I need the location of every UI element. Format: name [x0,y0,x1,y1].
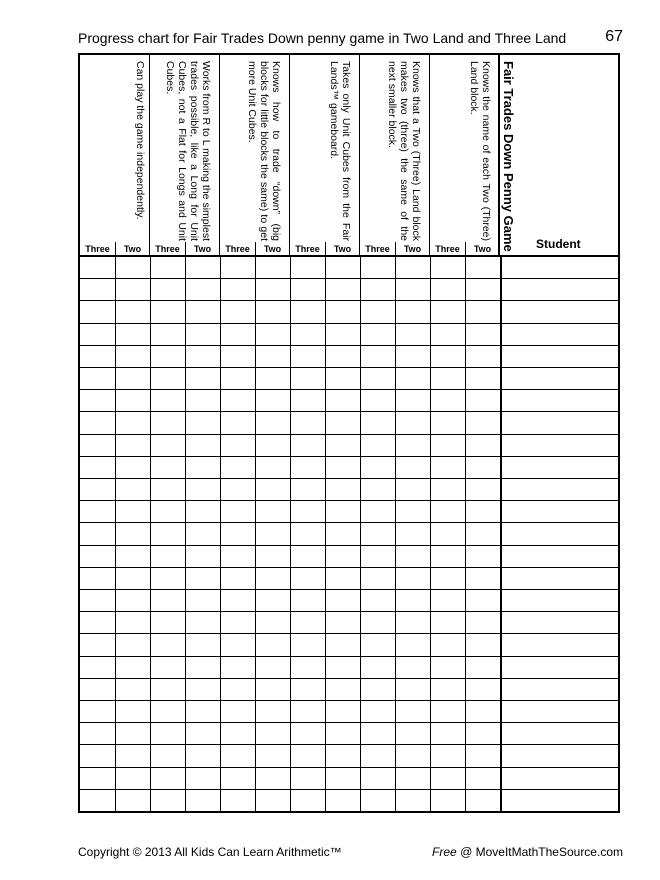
table-row [80,589,618,590]
grid-column-line [465,256,466,811]
table-row [80,278,618,279]
table-row [80,767,618,768]
sub-header-two: Two [263,244,282,254]
table-row [80,434,618,435]
grid-column-line [395,256,396,811]
table-row [80,389,618,390]
table-row [80,300,618,301]
page-header [78,28,623,50]
table-row [80,611,618,612]
skill-label: Can play the game independently. [134,61,146,220]
sub-header-divider [115,242,116,256]
sub-header-three: Three [435,244,460,254]
skill-column-unit-cubes [290,55,360,256]
table-row [80,789,618,790]
game-title: Fair Trades Down Penny Game [501,61,516,252]
grid-column-line [255,256,256,811]
table-row [80,411,618,412]
sub-header-divider [465,242,466,256]
grid-column-line [325,256,326,811]
sub-header-two: Two [193,244,212,254]
table-row [80,456,618,457]
sub-header-three: Three [85,244,110,254]
sub-header-three: Three [295,244,320,254]
sub-header-two: Two [123,244,142,254]
student-column-header [500,55,618,256]
grid-column-line [185,256,186,811]
progress-chart [78,53,620,813]
sub-header-three: Three [155,244,180,254]
grid-column-line [360,256,361,811]
table-row [80,345,618,346]
skill-label: Knows that a Two (Three) Land block makes two (three) the same of the next smaller block. [386,61,422,241]
grid-column-line [430,256,431,811]
grid-column-line [220,256,221,811]
sub-header-three: Three [225,244,250,254]
page-number: 67 [605,28,623,45]
sub-header-divider [395,242,396,256]
skill-label: Works from R to L making the simplest trades possible, like a Long for Unit Cubes, not a Flat for Longs and Unit Cubes. [164,61,212,241]
table-row [80,545,618,546]
student-label: Student [536,237,581,251]
table-row [80,323,618,324]
table-row [80,500,618,501]
table-row [80,522,618,523]
skill-label: Knows the name of each Two (Three) Land block. [468,61,492,241]
sub-header-three: Three [365,244,390,254]
site-credit [432,845,623,859]
sub-header-divider [255,242,256,256]
table-row [80,633,618,634]
table-row [80,744,618,745]
sub-header-divider [325,242,326,256]
page-footer [78,845,623,861]
skill-label: Knows how to trade “down” (big blocks for little blocks the same) to get more Unit Cubes. [246,61,282,241]
table-row [80,478,618,479]
page-title: Progress chart for Fair Trades Down penny game in Two Land and Three Land [78,30,567,46]
table-row [80,678,618,679]
sub-header-two: Two [403,244,422,254]
table-row [80,656,618,657]
table-row [80,567,618,568]
table-row [80,367,618,368]
sub-header-two: Two [473,244,492,254]
skill-column-block-makes [360,55,430,256]
table-row [80,722,618,723]
table-row [80,700,618,701]
site-url: MoveItMathTheSource.com [475,845,623,859]
grid-column-line [500,256,502,811]
free-label: Free @ [432,845,473,859]
header-divider [80,255,618,257]
sub-header-divider [185,242,186,256]
copyright-notice: Copyright © 2013 All Kids Can Learn Arithmetic™ [78,845,342,859]
grid-column-line [115,256,116,811]
grid-column-line [150,256,151,811]
skill-label: Takes only Unit Cubes from the Fair Lands™ gameboard. [328,61,352,241]
skill-column-trade-down [220,55,290,256]
skill-column-independent [80,55,150,256]
skill-column-r-to-l [150,55,220,256]
grid-column-line [290,256,291,811]
sub-header-two: Two [333,244,352,254]
